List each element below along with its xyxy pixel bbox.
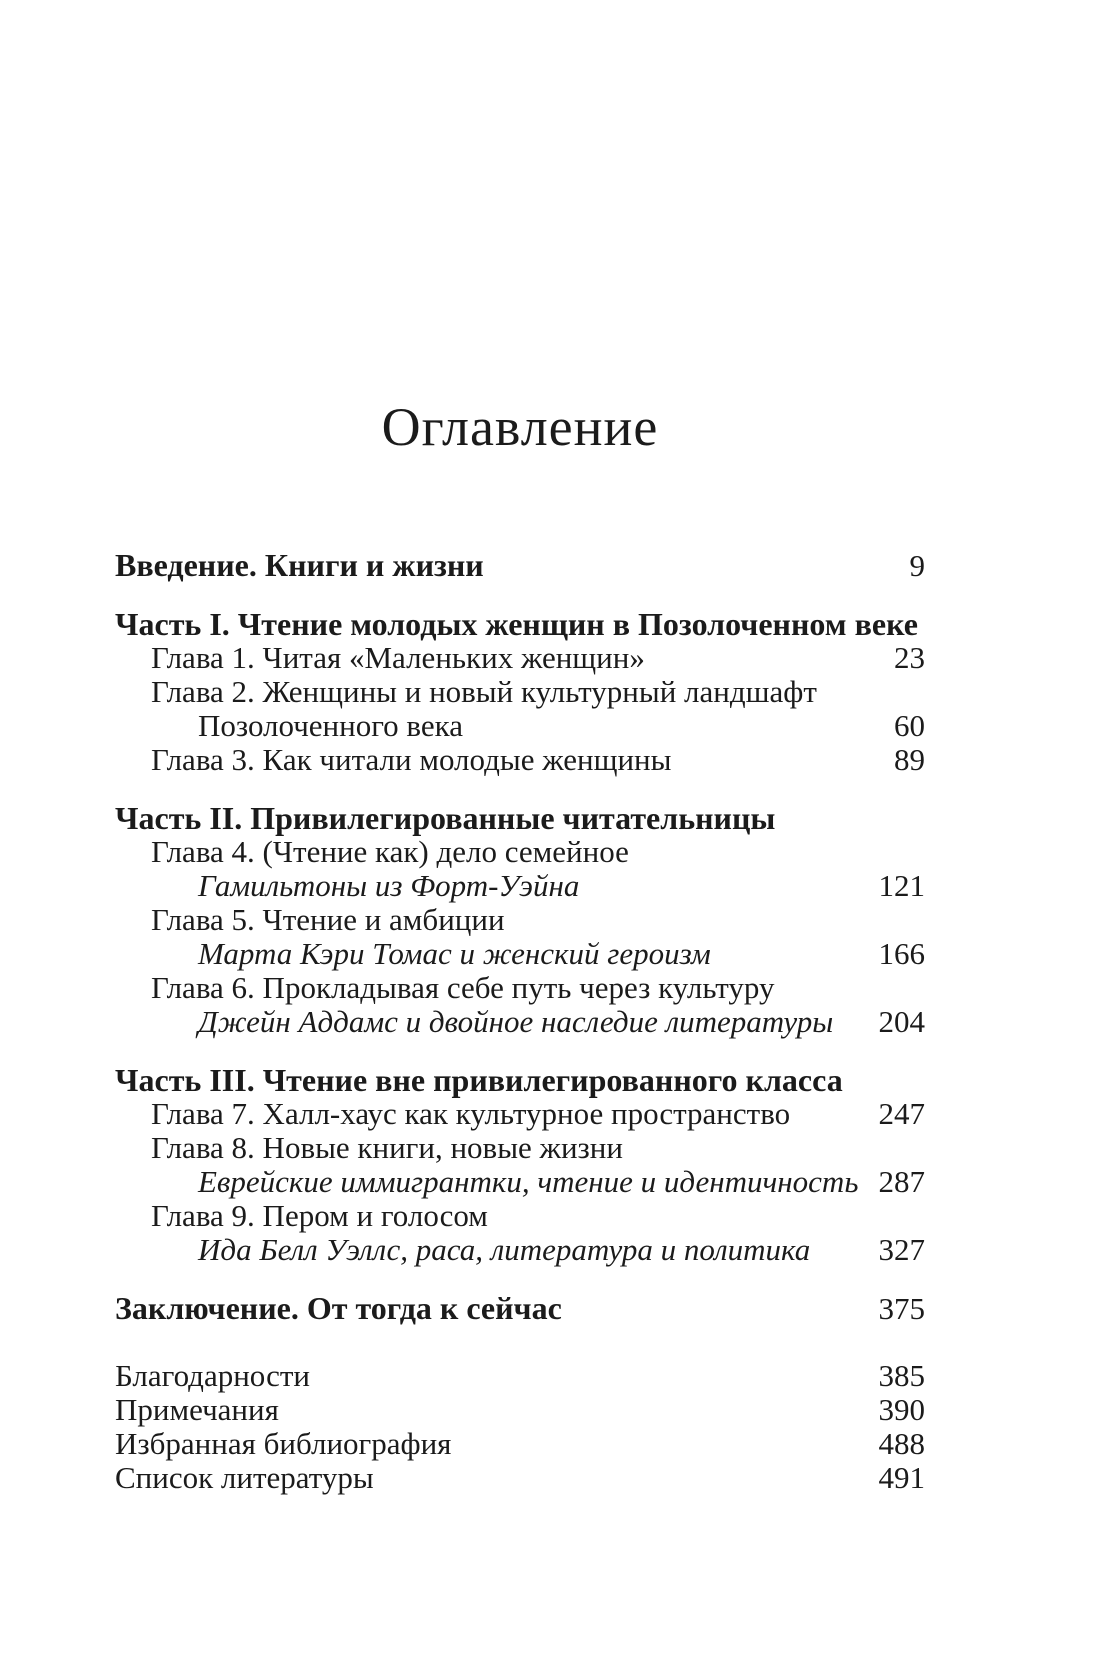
toc-entry xyxy=(115,548,925,583)
toc-entry-label: Ида Белл Уэллс, раса, литература и политика xyxy=(198,1232,811,1267)
toc-entry-label: Позолоченного века xyxy=(198,708,463,743)
toc-entry-label: Джейн Аддамс и двойное наследие литературы xyxy=(198,1004,834,1039)
toc-entry-page: 166 xyxy=(878,936,925,971)
toc-entry-label: Глава 4. (Чтение как) дело семейное xyxy=(151,834,629,869)
toc-entry xyxy=(115,801,925,835)
toc-entry xyxy=(115,903,925,937)
toc-entry-label: Примечания xyxy=(115,1392,279,1427)
toc-entry xyxy=(115,743,925,777)
toc-entry-label: Глава 3. Как читали молодые женщины xyxy=(151,742,672,777)
toc-entry-label: Гамильтоны из Форт-Уэйна xyxy=(198,868,580,903)
toc-entry xyxy=(115,607,925,641)
toc-entry xyxy=(115,1233,925,1267)
toc-entry-page: 491 xyxy=(878,1460,925,1495)
toc-entry xyxy=(115,1165,925,1199)
toc-entry-label: Глава 8. Новые книги, новые жизни xyxy=(151,1130,623,1165)
toc-entry xyxy=(115,1359,925,1393)
toc-entry-label: Глава 2. Женщины и новый культурный ландшафт xyxy=(151,674,817,709)
toc-entry-page: 247 xyxy=(878,1096,925,1131)
page-title: Оглавление xyxy=(381,397,659,457)
toc-entry-page: 23 xyxy=(894,640,925,675)
toc-entry-label: Глава 5. Чтение и амбиции xyxy=(151,902,505,937)
toc-entry-page: 390 xyxy=(878,1392,925,1427)
toc-entry xyxy=(115,675,925,709)
toc-entry xyxy=(115,835,925,869)
toc-entry-label: Часть II. Привилегированные читательницы xyxy=(115,800,776,836)
toc-entry xyxy=(115,641,925,675)
toc-entry-label: Глава 6. Прокладывая себе путь через культуру xyxy=(151,970,775,1005)
toc-entry-label: Еврейские иммигрантки, чтение и идентичность xyxy=(198,1164,859,1199)
toc-entry xyxy=(115,971,925,1005)
toc-entry xyxy=(115,1063,925,1097)
toc-entry-page: 121 xyxy=(878,868,925,903)
toc-entry-label: Часть III. Чтение вне привилегированного класса xyxy=(115,1062,843,1098)
toc-entry-page: 287 xyxy=(878,1164,925,1199)
toc-entry-page: 385 xyxy=(878,1358,925,1393)
toc-entry-page: 488 xyxy=(878,1426,925,1461)
toc-entry-page: 327 xyxy=(878,1232,925,1267)
toc-entry xyxy=(115,1427,925,1461)
toc-entry-label: Избранная библиография xyxy=(115,1426,452,1461)
toc-entry xyxy=(115,1199,925,1233)
toc-entry-label: Глава 9. Пером и голосом xyxy=(151,1198,488,1233)
toc-entry xyxy=(115,1131,925,1165)
toc-entry-page: 60 xyxy=(894,708,925,743)
toc-entry xyxy=(115,1461,925,1495)
toc-entry-label: Список литературы xyxy=(115,1460,374,1495)
toc-entry xyxy=(115,1005,925,1039)
toc-entry xyxy=(115,1393,925,1427)
toc-entry-page: 375 xyxy=(878,1291,925,1326)
toc-entry-label: Глава 7. Халл-хаус как культурное пространство xyxy=(151,1096,791,1131)
toc-entry xyxy=(115,869,925,903)
toc-entry xyxy=(115,937,925,971)
toc-entry-page: 89 xyxy=(894,742,925,777)
toc-entry-page: 9 xyxy=(909,548,925,583)
toc-entry-label: Введение. Книги и жизни xyxy=(115,547,484,583)
toc-entry-label: Марта Кэри Томас и женский героизм xyxy=(198,936,711,971)
toc-entry xyxy=(115,1097,925,1131)
toc-entry-label: Часть I. Чтение молодых женщин в Позолоченном веке xyxy=(115,606,918,642)
toc-entry xyxy=(115,1291,925,1326)
toc-entry-label: Благодарности xyxy=(115,1358,310,1393)
toc-entry-page: 204 xyxy=(878,1004,925,1039)
toc-entry-label: Заключение. От тогда к сейчас xyxy=(115,1290,562,1326)
toc-entry xyxy=(115,709,925,743)
table-of-contents xyxy=(115,548,925,1495)
toc-entry-label: Глава 1. Читая «Маленьких женщин» xyxy=(151,640,645,675)
